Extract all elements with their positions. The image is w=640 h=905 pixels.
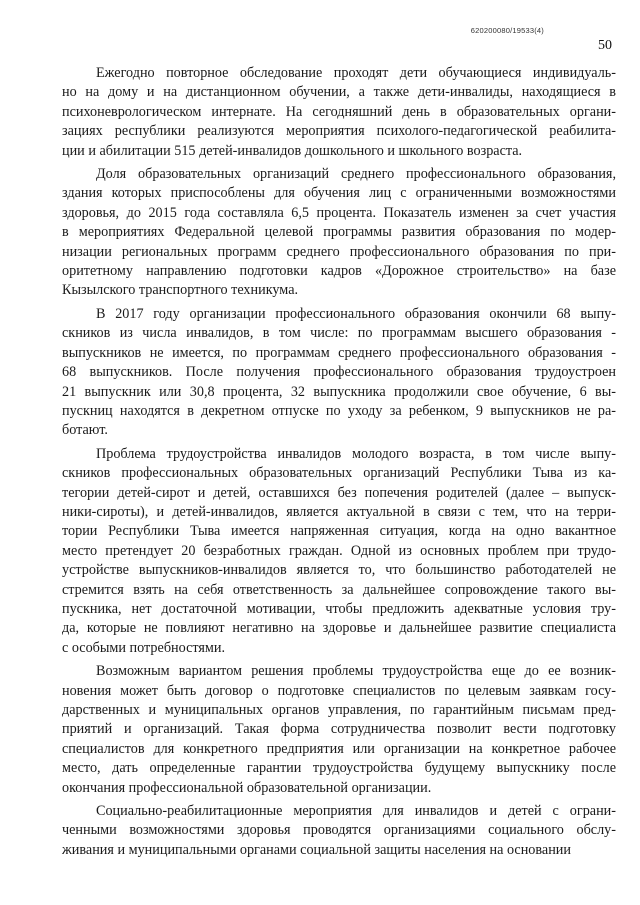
text-line: Проблема трудоустройства инвалидов молодого возраста, в том числе выпу-	[96, 445, 616, 462]
text-line: тегории детей-сирот и детей, оставшихся без попечения родителей (далее – выпуск-	[62, 484, 616, 501]
text-line: с особыми потребностями.	[62, 639, 226, 656]
text-line: тории Республики Тыва имеется напряженная ситуация, когда на одно вакантное	[62, 523, 616, 540]
text-line: выпускников не имеется, по программам среднего профессионального образования -	[62, 344, 616, 361]
text-line: Доля образовательных организаций среднего профессионального образования,	[96, 166, 616, 183]
text-line: окончания профессиональной образовательной организации.	[62, 779, 432, 796]
text-line: Возможным вариантом решения проблемы трудоустройства еще до ее возник-	[96, 663, 616, 680]
text-line: пускниц находятся в декретном отпуске по уходу за ребенком, 9 выпускников не ра-	[62, 402, 616, 419]
text-line: но на дому и на дистанционном обучении, а также дети-инвалиды, находящиеся в	[62, 84, 616, 101]
paragraph	[62, 64, 616, 161]
document-id: 620200080/19533(4)	[470, 26, 544, 35]
text-line: психоневрологическом интернате. На сегодняшний день в образовательных органи-	[62, 103, 616, 120]
text-line: приятий и организаций. Такая форма сотрудничества позволит вести подготовку	[62, 721, 616, 738]
text-line: 68 выпускников. После получения профессионального образования трудоустроен	[62, 364, 616, 381]
paragraph	[62, 165, 616, 301]
text-line: да, которые не повлияют негативно на здоровье и дальнейшее развитие специалиста	[62, 620, 616, 637]
paragraph	[62, 662, 616, 798]
text-line: новения может быть договор о подготовке специалистов по целевым заявкам госу-	[62, 682, 616, 699]
text-line: зациях республики реализуются мероприятия психолого-педагогической реабилита-	[62, 123, 616, 140]
page-number: 50	[598, 38, 612, 53]
text-line: пускника, нет достаточной мотивации, чтобы предложить адекватные условия тру-	[62, 600, 616, 617]
text-line: живания и муниципальными органами социальной защиты населения на основании	[62, 841, 571, 858]
text-line: Социально-реабилитационные мероприятия для инвалидов и детей с ограни-	[96, 803, 616, 820]
text-line: в мероприятиях Федеральной целевой программы развития образования по модер-	[62, 224, 616, 241]
document-body	[62, 64, 616, 864]
paragraph	[62, 802, 616, 860]
text-line: Кызылского транспортного техникума.	[62, 282, 299, 299]
text-line: оритетному направлению подготовки кадров «Дорожное строительство» на базе	[62, 263, 616, 280]
text-line: 21 выпускник или 30,8 процента, 32 выпускника продолжили свое обучение, 6 вы-	[62, 383, 616, 400]
text-line: скников из числа инвалидов, в том числе: по программам высшего образования -	[62, 325, 616, 342]
text-line: ники-сироты), и детей-инвалидов, является актуальной в связи с тем, что на терри-	[62, 503, 616, 520]
text-line: специалистов для конкретного предприятия или организации на конкретное рабочее	[62, 740, 616, 757]
text-line: В 2017 году организации профессионального образования окончили 68 выпу-	[96, 305, 616, 322]
text-line: скников профессиональных образовательных организаций Республики Тыва из ка-	[62, 465, 616, 482]
text-line: низации региональных программ среднего профессионального образования по при-	[62, 243, 616, 260]
text-line: дарственных и муниципальных органов управления, по гарантийным письмам пред-	[62, 702, 616, 718]
text-line: стремится взять на себя ответственность за дальнейшее сопровождение такого вы-	[62, 581, 616, 598]
text-line: ченными возможностями здоровья проводятся организациями социального обслу-	[62, 822, 616, 839]
text-line: ботают.	[62, 422, 108, 439]
text-line: здоровья, до 2015 года составляла 6,5 процента. Показатель изменен за счет участия	[62, 204, 616, 221]
text-line: здания которых приспособлены для обучения лиц с ограниченными возможностями	[62, 185, 616, 202]
text-line: устройстве выпускников-инвалидов является то, что большинство работодателей не	[62, 562, 616, 579]
text-line: место претендует 20 безработных граждан. Одной из основных проблем при трудо-	[62, 542, 616, 559]
paragraph	[62, 305, 616, 441]
text-line: место, дать определенные гарантии трудоустройства будущему выпускнику после	[62, 760, 616, 777]
paragraph	[62, 445, 616, 658]
text-line: Ежегодно повторное обследование проходят дети обучающиеся индивидуаль-	[96, 65, 616, 81]
text-line: ции и абилитации 515 детей-инвалидов дошкольного и школьного возраста.	[62, 142, 523, 159]
